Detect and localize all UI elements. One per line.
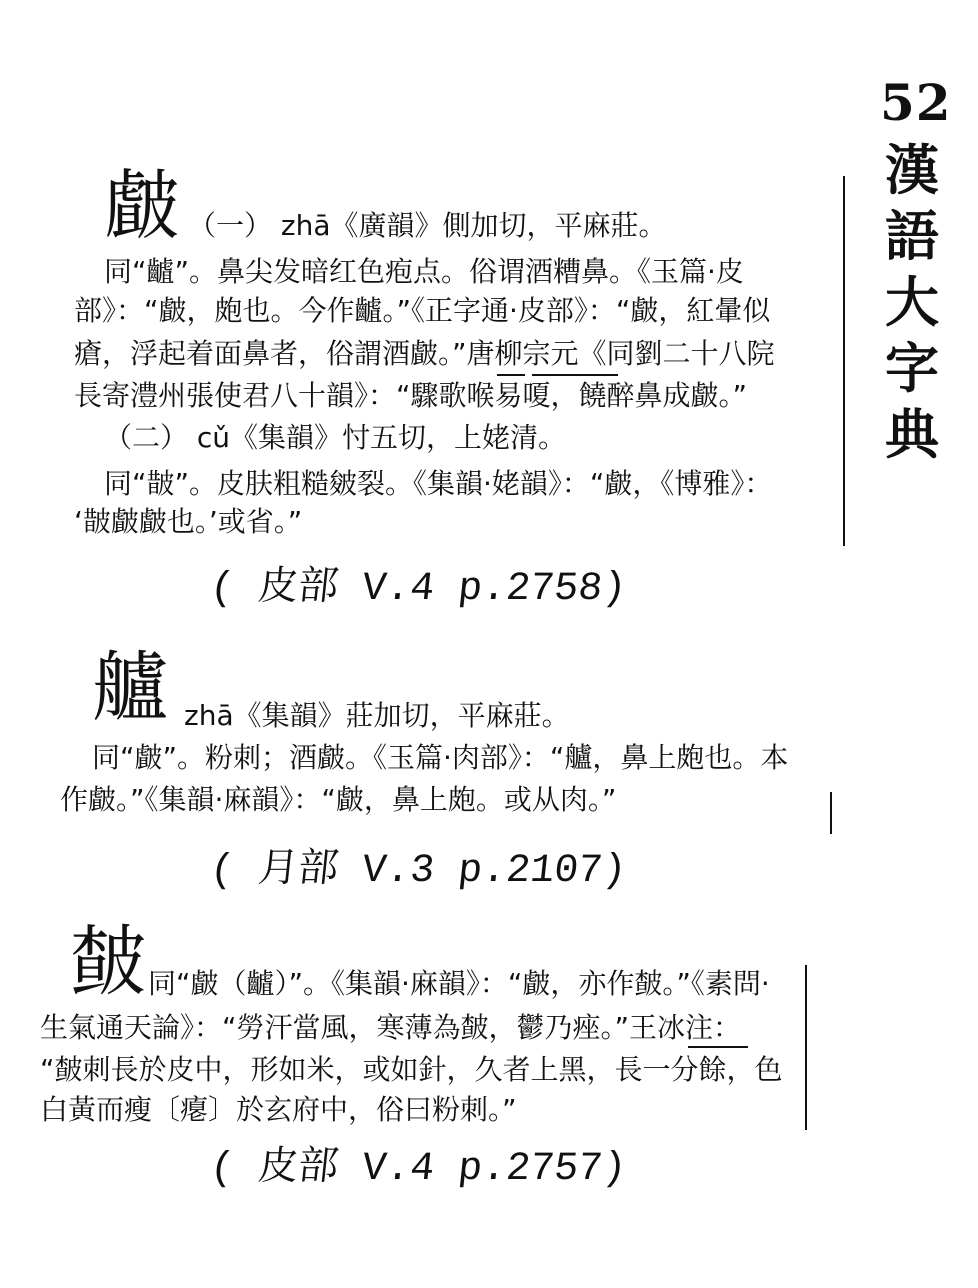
- margin-line: [805, 965, 807, 1130]
- name-underline: [497, 374, 525, 376]
- handwritten-note: ( 皮部 V.4 p.2757): [207, 1147, 629, 1192]
- entry-line: 生氣通天論》：“勞汗當風，寒薄為皶，鬱乃痤。”王冰注：: [40, 1011, 742, 1044]
- entry-line: 作皻。”《集韻·麻韻》：“皻，鼻上皰。或从肉。”: [60, 783, 617, 816]
- page-number: 52: [880, 73, 952, 132]
- headword: 艫: [92, 643, 168, 732]
- entry-line: 同“皵”。皮肤粗糙皴裂。《集韻·姥韻》：“皻，《博雅》：: [104, 467, 773, 500]
- entry-line: （一） zhā《廣韻》側加切，平麻莊。: [188, 209, 667, 242]
- entry-line: ‘皵皻皻也。’或省。”: [74, 505, 303, 538]
- source-title-char: 語: [885, 205, 939, 268]
- entry-line: 瘡，浮起着面鼻者，俗謂酒皻。”唐柳宗元《同劉二十八院: [74, 337, 775, 370]
- source-title-char: 漢: [885, 139, 939, 202]
- entry-line: 長寄澧州張使君八十韻》：“驟歌喉易嗄，饒醉鼻成皻。”: [74, 379, 748, 412]
- entry-line: 部》：“皻，皰也。今作䶥。”《正字通·皮部》：“皻，紅暈似: [74, 294, 771, 327]
- entry-line: 同“䶥”。鼻尖发暗红色疱点。俗谓酒糟鼻。《玉篇·皮: [104, 255, 744, 288]
- margin-line: [830, 792, 832, 834]
- entry-line: （二） cǔ《集韻》忖五切，上姥清。: [104, 421, 567, 454]
- name-underline: [532, 374, 618, 376]
- entry-line: 同“皻”。粉刺；酒皻。《玉篇·肉部》：“艫，鼻上皰也。本: [92, 741, 789, 774]
- source-title: [882, 138, 942, 468]
- handwritten-note: ( 月部 V.3 p.2107): [207, 849, 629, 894]
- source-title-char: 典: [885, 403, 939, 466]
- entry-line: “皶刺長於皮中，形如米，或如針，久者上黑，長一分餘，色: [40, 1053, 783, 1086]
- source-title-char: 字: [885, 337, 939, 400]
- headword: 皻: [104, 161, 180, 250]
- source-title-char: 大: [885, 271, 939, 334]
- entry-line: zhā《集韻》莊加切，平麻莊。: [184, 699, 570, 732]
- handwritten-note: ( 皮部 V.4 p.2758): [207, 567, 629, 612]
- headword: 皶: [70, 917, 146, 1006]
- entry-line: 同“皻（䶥）”。《集韻·麻韻》：“皻，亦作皶。”《素問·: [148, 967, 770, 1000]
- margin-line: [843, 176, 845, 546]
- name-underline: [688, 1046, 748, 1048]
- entry-line: 白黃而瘦〔瘪〕於玄府中，俗曰粉刺。”: [40, 1093, 517, 1126]
